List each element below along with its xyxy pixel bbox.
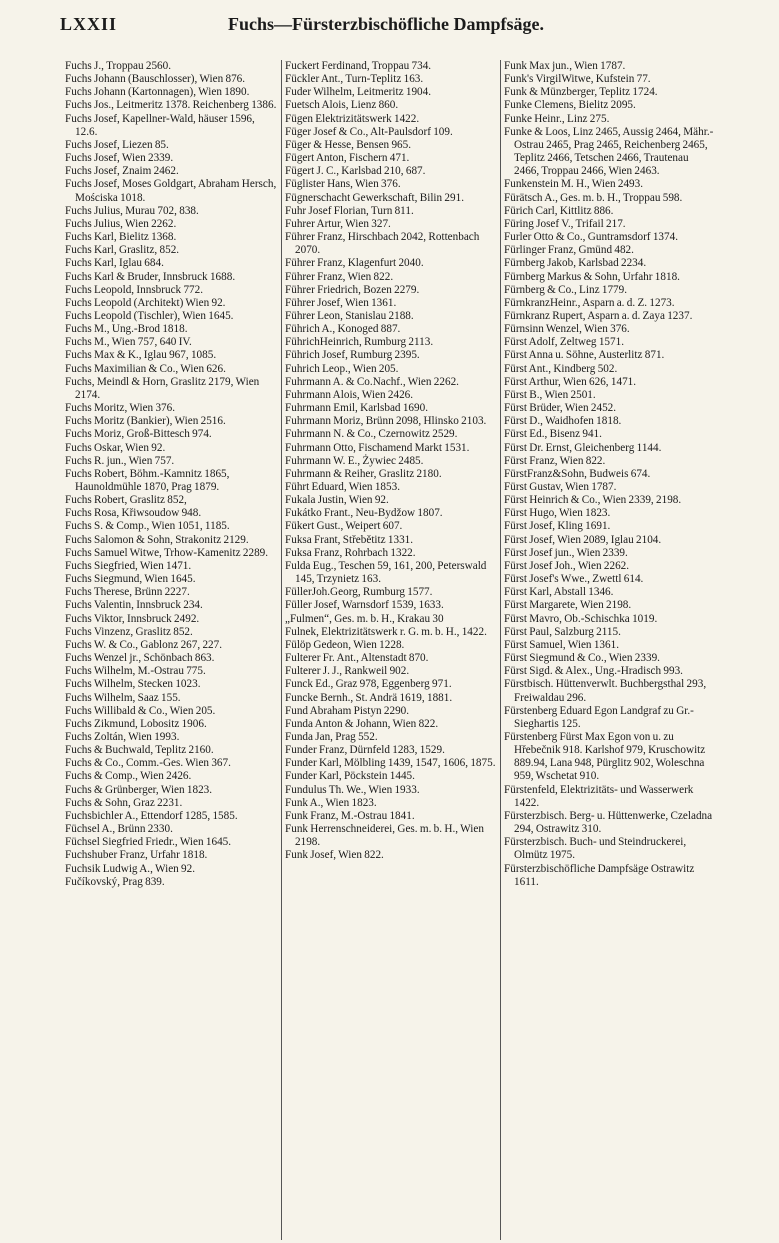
directory-entry: Fuchs M., Wien 757, 640 IV.: [65, 336, 192, 349]
directory-entry: Fuchs Robert, Böhm.-Kamnitz 1865, Haunoldmühle 1870, Prag 1879.: [65, 467, 230, 493]
directory-entry: Fülöp Gedeon, Wien 1228.: [285, 638, 405, 651]
directory-entry: Führer Franz, Wien 822.: [285, 270, 394, 283]
directory-entry: Fuchs Julius, Murau 702, 838.: [65, 204, 199, 217]
directory-entry: Fuchs Josef, Liezen 85.: [65, 138, 169, 151]
directory-entry: Fuchs, Meindl & Horn, Graslitz 2179, Wien 2174.: [65, 375, 260, 401]
directory-entry: Fund Abraham Pistyn 2290.: [285, 704, 410, 717]
directory-entry: FührichHeinrich, Rumburg 2113.: [285, 336, 434, 349]
directory-entry: Fürst Brüder, Wien 2452.: [504, 402, 617, 415]
directory-entry: Fürich Carl, Kittlitz 886.: [504, 204, 614, 217]
directory-entry: Funkenstein M. H., Wien 2493.: [504, 178, 644, 191]
directory-entry: Fürst B., Wien 2501.: [504, 388, 596, 401]
directory-entry: Fuksa Franz, Rohrbach 1322.: [285, 546, 416, 559]
directory-entry: Fuchs Wilhelm, M.-Ostrau 775.: [65, 665, 206, 678]
directory-entry: Fuchs Robert, Graslitz 852,: [65, 494, 187, 507]
directory-entry: Funda Anton & Johann, Wien 822.: [285, 717, 439, 730]
directory-entry: Funk A., Wien 1823.: [285, 796, 377, 809]
directory-entry: Führer Josef, Wien 1361.: [285, 296, 397, 309]
directory-entry: Fuchs Leopold, Innsbruck 772.: [65, 283, 204, 296]
directory-entry: Fuchs Moriz, Groß-Bittesch 974.: [65, 428, 212, 441]
directory-entry: Fuchs R. jun., Wien 757.: [65, 454, 175, 467]
directory-entry: Fückler Ant., Turn-Teplitz 163.: [285, 73, 424, 86]
directory-entry: Fuchs Julius, Wien 2262.: [65, 217, 177, 230]
directory-entry: Fuchs Oskar, Wien 92.: [65, 441, 166, 454]
directory-entry: Fuchs Rosa, Křiwsoudow 948.: [65, 507, 202, 520]
directory-entry: Fuchs Willibald & Co., Wien 205.: [65, 704, 216, 717]
directory-entry: Füglister Hans, Wien 376.: [285, 178, 401, 191]
directory-entry: Fuhrmann & Reiher, Graslitz 2180.: [285, 467, 442, 480]
directory-entry: Führich A., Konoged 887.: [285, 323, 401, 336]
directory-entry: Fürst Dr. Ernst, Gleichenberg 1144.: [504, 441, 662, 454]
directory-entry: Fuchs Wilhelm, Stecken 1023.: [65, 678, 201, 691]
directory-entry: Funke Clemens, Bielitz 2095.: [504, 99, 636, 112]
directory-entry: Fürst Paul, Salzburg 2115.: [504, 625, 621, 638]
directory-entry: Fürstenberg Eduard Egon Landgraf zu Gr.-Sieghartis 125.: [504, 704, 694, 730]
directory-entry: Fuchs & Sohn, Graz 2231.: [65, 796, 183, 809]
directory-entry: Fürstbisch. Hüttenverwlt. Buchbergsthal 293, Freiwaldau 296.: [504, 678, 707, 704]
directory-entry: Fürst Siegmund & Co., Wien 2339.: [504, 652, 660, 665]
directory-entry: Fuchs Wilhelm, Saaz 155.: [65, 691, 181, 704]
directory-entry: Führer Friedrich, Bozen 2279.: [285, 283, 420, 296]
directory-entry: Funder Karl, Pöckstein 1445.: [285, 770, 415, 783]
directory-entry: Funck Ed., Graz 978, Eggenberg 971.: [285, 678, 452, 691]
directory-entry: Fügert Anton, Fischern 471.: [285, 152, 410, 165]
directory-entry: Fuchsik Ludwig A., Wien 92.: [65, 862, 196, 875]
directory-entry: Fürnberg Markus & Sohn, Urfahr 1818.: [504, 270, 680, 283]
directory-entry: Fuhrmann Moriz, Brünn 2098, Hlinsko 2103.: [285, 415, 487, 428]
directory-entry: Fuhrmann Emil, Karlsbad 1690.: [285, 402, 428, 415]
directory-entry: Fuchs & Grünberger, Wien 1823.: [65, 783, 213, 796]
directory-entry: Fuchs Zikmund, Lobositz 1906.: [65, 717, 207, 730]
directory-entry: Fürst Hugo, Wien 1823.: [504, 507, 611, 520]
directory-entry: Führer Leon, Stanislau 2188.: [285, 309, 414, 322]
directory-entry: Funk Franz, M.-Ostrau 1841.: [285, 809, 415, 822]
directory-entry: Fuchs Valentin, Innsbruck 234.: [65, 599, 203, 612]
directory-entry: Fuchs Vinzenz, Graslitz 852.: [65, 625, 193, 638]
directory-entry: Fuchs Viktor, Innsbruck 2492.: [65, 612, 200, 625]
directory-entry: Fuchs Wenzel jr., Schönbach 863.: [65, 652, 215, 665]
directory-entry: Fuchs Josef, Znaim 2462.: [65, 165, 179, 178]
directory-entry: Fuchs & Comp., Wien 2426.: [65, 770, 192, 783]
directory-entry: Fuhr Josef Florian, Turn 811.: [285, 204, 414, 217]
directory-entry: Führer Franz, Hirschbach 2042, Rottenbach 2070.: [285, 231, 480, 257]
directory-entry: FürstFranz&Sohn, Budweis 674.: [504, 467, 651, 480]
directory-entry: Füchsel Siegfried Friedr., Wien 1645.: [65, 836, 232, 849]
directory-entry: Fuchsbichler A., Ettendorf 1285, 1585.: [65, 809, 238, 822]
directory-entry: Fuhrmann Alois, Wien 2426.: [285, 388, 414, 401]
column-2: [281, 60, 500, 1240]
directory-entry: Füchsel A., Brünn 2330.: [65, 823, 173, 836]
directory-entry: Fulnek, Elektrizitätswerk r. G. m. b. H., 1422.: [285, 625, 487, 638]
directory-entry: Funcke Bernh., St. Andrä 1619, 1881.: [285, 691, 453, 704]
directory-entry: Funder Karl, Mölbling 1439, 1547, 1606, 1875.: [285, 757, 496, 770]
directory-entry: Funk's VirgilWitwe, Kufstein 77.: [504, 73, 651, 86]
directory-entry: Fürst Josef's Wwe., Zwettl 614.: [504, 573, 644, 586]
directory-entry: Fürnberg & Co., Linz 1779.: [504, 283, 628, 296]
directory-entry: Fürst Josef, Kling 1691.: [504, 520, 611, 533]
directory-entry: Fürsterzbisch. Berg- u. Hüttenwerke, Czeladna 294, Ostrawitz 310.: [504, 809, 713, 836]
directory-entry: Führich Josef, Rumburg 2395.: [285, 349, 420, 362]
page-number: LXXII: [60, 14, 118, 34]
directory-entry: Fukátko Frant., Neu-Bydžow 1807.: [285, 507, 443, 520]
directory-entry: Füller Josef, Warnsdorf 1539, 1633.: [285, 599, 444, 612]
directory-entry: Fuhrmann A. & Co.Nachf., Wien 2262.: [285, 375, 459, 388]
directory-entry: Fürst Sigd. & Alex., Ung.-Hradisch 993.: [504, 665, 683, 678]
directory-entry: Fuchs Jos., Leitmeritz 1378. Reichenberg 1386.: [65, 99, 277, 112]
directory-entry: Fuchs Max & K., Iglau 967, 1085.: [65, 349, 217, 362]
directory-entry: Fürnkranz Rupert, Asparn a. d. Zaya 1237.: [504, 309, 693, 322]
directory-entry: Fürst Josef jun., Wien 2339.: [504, 546, 628, 559]
directory-entry: Fürst D., Waidhofen 1818.: [504, 415, 622, 428]
directory-entry: Fürnsinn Wenzel, Wien 376.: [504, 323, 630, 336]
directory-entry: Fuchs Karl, Graslitz, 852.: [65, 244, 180, 257]
directory-entry: Fürsterzbischöfliche Dampfsäge Ostrawitz 1611.: [504, 862, 695, 888]
directory-entry: Fuksa Frant, Střebětitz 1331.: [285, 533, 414, 546]
directory-entry: Fuchs Karl & Bruder, Innsbruck 1688.: [65, 270, 236, 283]
directory-entry: Fuchs Leopold (Architekt) Wien 92.: [65, 296, 226, 309]
directory-entry: Fükert Gust., Weipert 607.: [285, 520, 403, 533]
column-1: [62, 60, 281, 1240]
directory-entry: Fuchs Johann (Kartonnagen), Wien 1890.: [65, 86, 250, 99]
directory-entry: Fürst Josef Joh., Wien 2262.: [504, 559, 630, 572]
directory-entry: Führt Eduard, Wien 1853.: [285, 481, 400, 493]
directory-entry: Fürst Karl, Abstall 1346.: [504, 586, 614, 599]
directory-entry: Fürst Ant., Kindberg 502.: [504, 362, 618, 375]
directory-entry: Fürst Gustav, Wien 1787.: [504, 481, 617, 493]
directory-entry: Fuhrmann Otto, Fischamend Markt 1531.: [285, 441, 470, 454]
directory-entry: Fuchs Moritz (Bankier), Wien 2516.: [65, 415, 226, 428]
directory-entry: Fuder Wilhelm, Leitmeritz 1904.: [285, 86, 432, 99]
directory-entry: Fürst Mavro, Ob.-Schischka 1019.: [504, 612, 658, 625]
directory-entry: Füger & Hesse, Bensen 965.: [285, 138, 412, 151]
directory-entry: Fuchs & Buchwald, Teplitz 2160.: [65, 744, 214, 757]
directory-entry: Fürst Arthur, Wien 626, 1471.: [504, 375, 637, 388]
directory-entry: Fürstenfeld, Elektrizitäts- und Wasserwerk 1422.: [504, 783, 694, 809]
directory-entry: Fuchs Josef, Kapellner-Wald, häuser 1596, 12.6.: [65, 112, 255, 138]
directory-entry: Fuetsch Alois, Lienz 860.: [285, 99, 399, 112]
directory-entry: Fuchs Josef, Wien 2339.: [65, 152, 174, 165]
directory-entry: Fürst Adolf, Zeltweg 1571.: [504, 336, 624, 349]
directory-entry: Fuchshuber Franz, Urfahr 1818.: [65, 849, 208, 862]
column-3: [500, 60, 719, 1240]
directory-entry: Fuchs Zoltán, Wien 1993.: [65, 730, 180, 743]
directory-entry: Fuchs Maximilian & Co., Wien 626.: [65, 362, 226, 375]
directory-entry: Fuchs M., Ung.-Brod 1818.: [65, 323, 188, 336]
directory-entry: Fügen Elektrizitätswerk 1422.: [285, 112, 420, 125]
entry-columns: [62, 60, 720, 1240]
directory-entry: Fulda Eug., Teschen 59, 161, 200, Peterswald 145, Trzynietz 163.: [285, 559, 487, 586]
directory-entry: Fuchs Leopold (Tischler), Wien 1645.: [65, 309, 234, 322]
directory-entry: Furler Otto & Co., Guntramsdorf 1374.: [504, 231, 678, 244]
directory-entry: Fürst Anna u. Söhne, Austerlitz 871.: [504, 349, 665, 362]
directory-entry: Fuchs Josef, Moses Goldgart, Abraham Hersch, Mościska 1018.: [65, 178, 277, 204]
directory-entry: FürnkranzHeinr., Asparn a. d. Z. 1273.: [504, 296, 675, 309]
directory-entry: Fuchs W. & Co., Gablonz 267, 227.: [65, 638, 223, 651]
directory-entry: Fügert J. C., Karlsbad 210, 687.: [285, 165, 426, 178]
directory-entry: Funke Heinr., Linz 275.: [504, 112, 610, 125]
directory-entry: Funk & Münzberger, Teplitz 1724.: [504, 86, 658, 99]
directory-entry: Fukala Justin, Wien 92.: [285, 494, 389, 507]
directory-entry: Fürst Samuel, Wien 1361.: [504, 638, 619, 651]
directory-entry: Fulterer J. J., Rankweil 902.: [285, 665, 410, 678]
directory-entry: Fürlinger Franz, Gmünd 482.: [504, 244, 634, 257]
directory-entry: Fuchs Johann (Bauschlosser), Wien 876.: [65, 73, 246, 86]
directory-entry: Fürst Franz, Wien 822.: [504, 454, 606, 467]
directory-entry: Fügnerschacht Gewerkschaft, Bilin 291.: [285, 191, 465, 204]
directory-entry: Fürsterzbisch. Buch- und Steindruckerei, Olmütz 1975.: [504, 836, 687, 862]
directory-entry: FüllerJoh.Georg, Rumburg 1577.: [285, 586, 433, 599]
directory-entry: Fuchs Moritz, Wien 376.: [65, 402, 176, 415]
directory-entry: Fürätsch A., Ges. m. b. H., Troppau 598.: [504, 191, 683, 204]
running-head: Fuchs—Fürsterzbischöfliche Dampfsäge.: [228, 14, 544, 34]
directory-entry: Füring Josef V., Trifail 217.: [504, 217, 626, 230]
directory-entry: Fürst Josef, Wien 2089, Iglau 2104.: [504, 533, 662, 546]
directory-entry: Funk Max jun., Wien 1787.: [504, 60, 626, 72]
directory-entry: Füger Josef & Co., Alt-Paulsdorf 109.: [285, 125, 453, 138]
directory-entry: Funke & Loos, Linz 2465, Aussig 2464, Mähr.-Ostrau 2465, Prag 2465, Reichenberg 2465, Teplitz 2466, Tetschen 2466, Trautenau 2466, Troppau 2466, Wien 2463.: [504, 125, 714, 178]
directory-entry: Funder Franz, Dürnfeld 1283, 1529.: [285, 744, 445, 757]
directory-entry: Fuhrmann N. & Co., Czernowitz 2529.: [285, 428, 458, 441]
directory-entry: Fuckert Ferdinand, Troppau 734.: [285, 60, 432, 72]
directory-entry: Fuchs Salomon & Sohn, Strakonitz 2129.: [65, 533, 249, 546]
directory-entry: Fuchs S. & Comp., Wien 1051, 1185.: [65, 520, 230, 533]
directory-entry: Fürst Heinrich & Co., Wien 2339, 2198.: [504, 494, 682, 507]
directory-entry: „Fulmen“, Ges. m. b. H., Krakau 30: [285, 612, 444, 625]
page-header: [60, 14, 750, 42]
directory-entry: Fuchs Siegfried, Wien 1471.: [65, 559, 192, 572]
directory-entry: Fučíkovský, Prag 839.: [65, 875, 165, 888]
directory-entry: Fuchs Therese, Brünn 2227.: [65, 586, 190, 599]
directory-entry: Fuchs J., Troppau 2560.: [65, 60, 172, 72]
directory-entry: Fundulus Th. We., Wien 1933.: [285, 783, 420, 796]
directory-entry: Fuhrer Artur, Wien 327.: [285, 217, 391, 230]
directory-entry: Fuhrmann W. E., Żywiec 2485.: [285, 454, 424, 467]
directory-entry: Funk Herrenschneiderei, Ges. m. b. H., Wien 2198.: [285, 823, 484, 849]
directory-entry: Fuchs Karl, Bielitz 1368.: [65, 231, 177, 244]
directory-entry: Fuchs Samuel Witwe, Trhow-Kamenitz 2289.: [65, 546, 269, 559]
directory-entry: Fürnberg Jakob, Karlsbad 2234.: [504, 257, 647, 270]
directory-entry: Fuchs Karl, Iglau 684.: [65, 257, 164, 270]
directory-entry: Funda Jan, Prag 552.: [285, 730, 378, 743]
directory-entry: Fuchs Siegmund, Wien 1645.: [65, 573, 196, 586]
directory-entry: Fuchs & Co., Comm.-Ges. Wien 367.: [65, 757, 231, 770]
directory-entry: Funk Josef, Wien 822.: [285, 849, 384, 862]
directory-entry: Fürst Ed., Bisenz 941.: [504, 428, 602, 441]
directory-entry: Fulterer Fr. Ant., Altenstadt 870.: [285, 652, 429, 665]
directory-entry: Fuhrich Leop., Wien 205.: [285, 362, 399, 375]
directory-entry: Führer Franz, Klagenfurt 2040.: [285, 257, 424, 270]
directory-entry: Fürstenberg Fürst Max Egon von u. zu Hřebečnik 918. Karlshof 979, Kruschowitz 889.94, Lana 948, Pürglitz 902, Woleschna 959, Wschetat 910.: [504, 730, 706, 783]
directory-entry: Fürst Margarete, Wien 2198.: [504, 599, 632, 612]
